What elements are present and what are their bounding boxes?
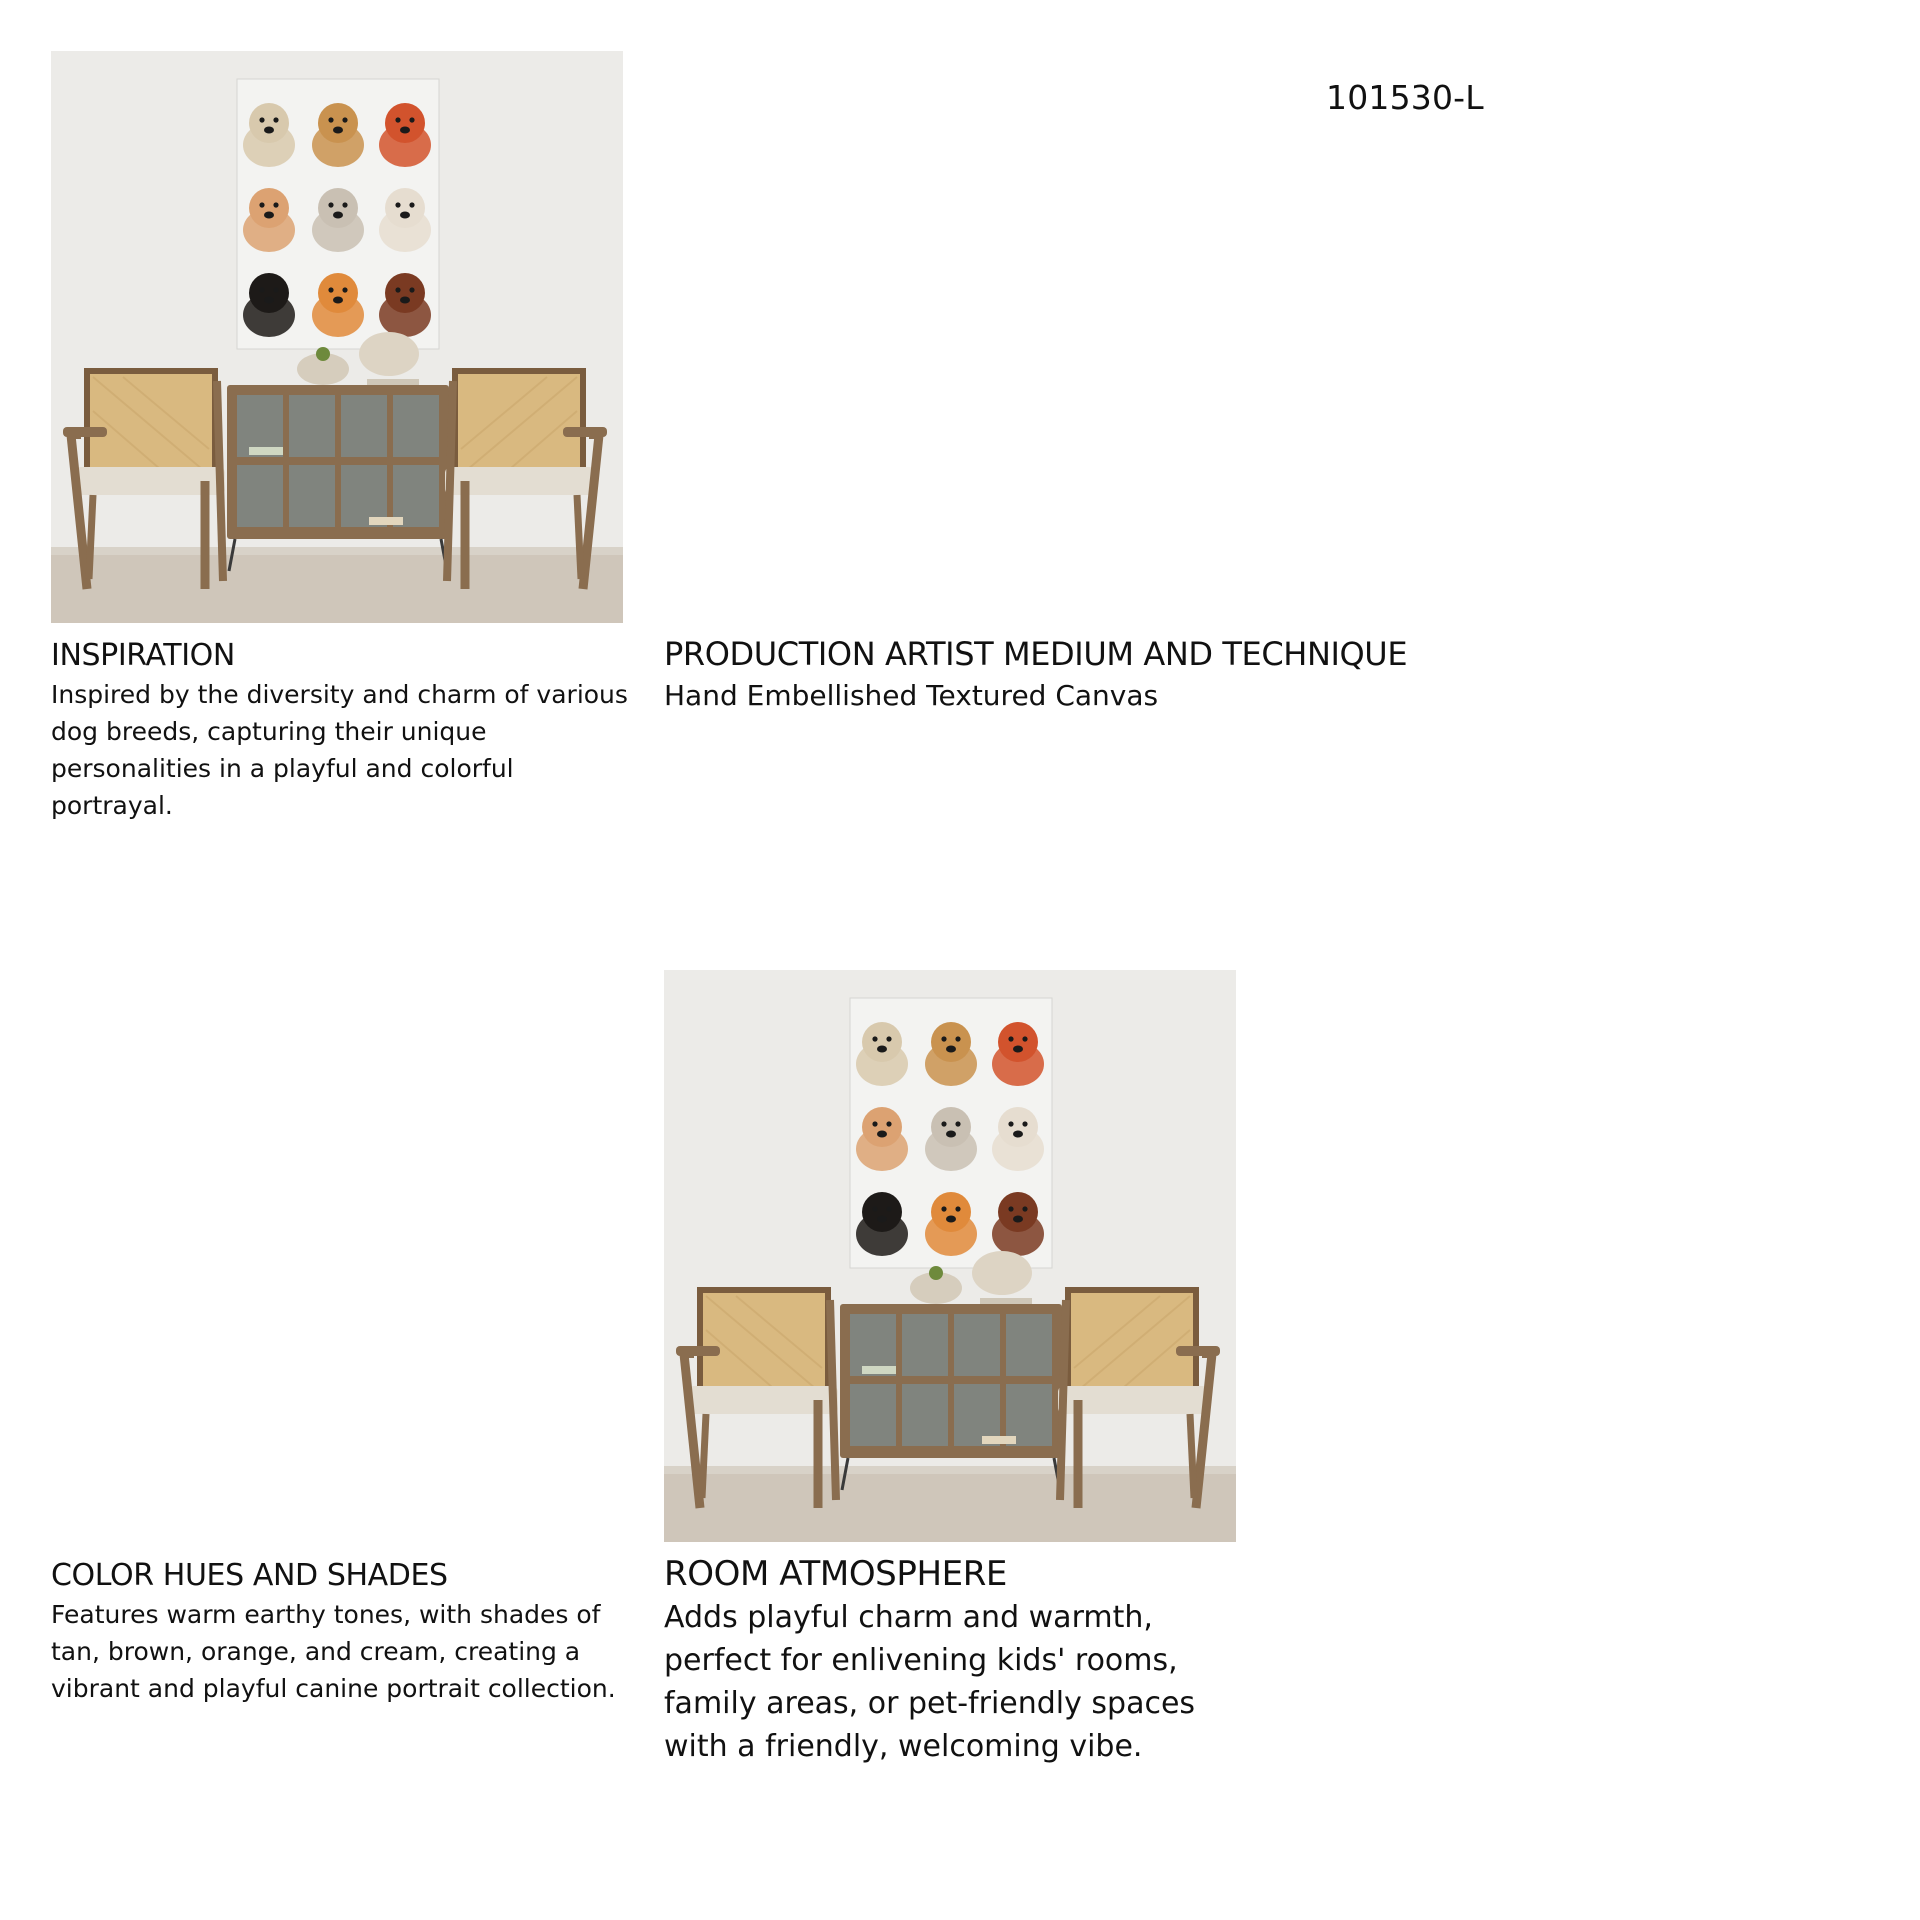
- room-scene-image: [664, 970, 1236, 1542]
- production-text: Hand Embellished Textured Canvas: [664, 679, 1159, 712]
- color-heading: COLOR HUES AND SHADES: [51, 1558, 448, 1593]
- inspiration-text: Inspired by the diversity and charm of various dog breeds, capturing their unique personalities in a playful and colorful portrayal.: [51, 680, 628, 820]
- room-heading: ROOM ATMOSPHERE: [664, 1554, 1008, 1594]
- production-heading: PRODUCTION ARTIST MEDIUM AND TECHNIQUE: [664, 635, 1408, 673]
- room-photo: [664, 970, 1236, 1542]
- room-photo: [51, 51, 623, 623]
- room-scene-image: [51, 51, 623, 623]
- sku-label: 101530-L: [1326, 78, 1484, 117]
- room-text: Adds playful charm and warmth, perfect for enlivening kids' rooms, family areas, or pet-friendly spaces with a friendly, welcoming vibe.: [664, 1600, 1196, 1764]
- inspiration-heading: INSPIRATION: [51, 638, 235, 673]
- color-text: Features warm earthy tones, with shades of tan, brown, orange, and cream, creating a vibrant and playful canine portrait collection.: [51, 1600, 616, 1703]
